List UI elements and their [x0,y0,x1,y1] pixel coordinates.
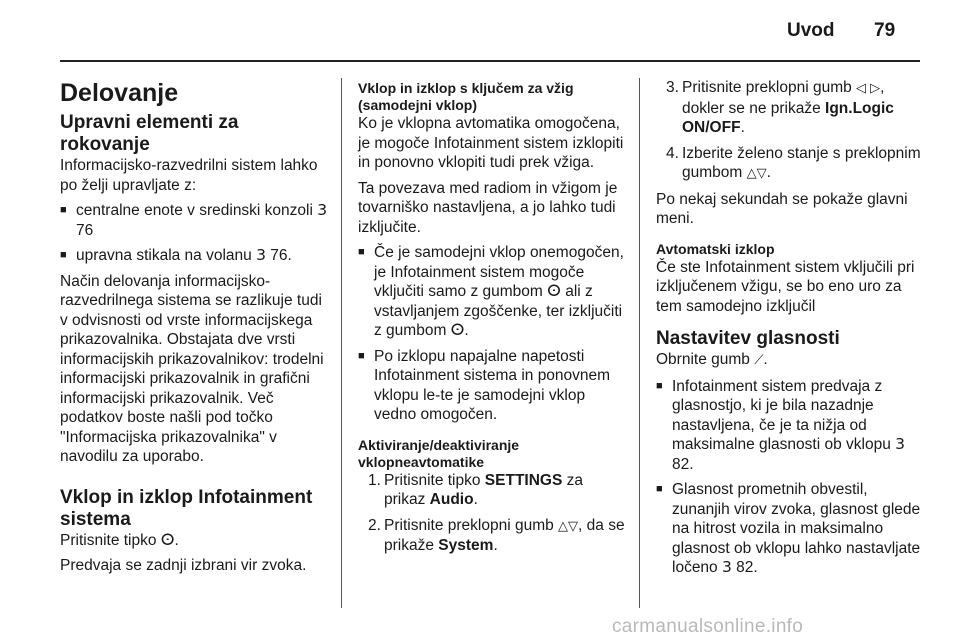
list-item: 4. Izberite želeno stanje s preklopnim gumbom △▽. [666,144,921,181]
toggle-button-symbol-icon: △▽ [746,166,767,181]
list-item: 2. Pritisnite preklopni gumb △▽, da se prikaže System. [368,516,625,554]
paragraph: Predvaja se zadnji izbrani vir zvoka. [60,557,307,574]
ui-label: System [438,537,494,554]
step-number: 3. [666,79,679,96]
subheading-activation: Aktiviranje/deaktiviranje vklopneavtomatike [358,436,520,470]
page-ref-number: 76 [76,221,94,239]
list-item [60,246,328,266]
paragraph: Pritisnite tipko ⵙ. [60,531,179,549]
column-divider [341,78,342,608]
watermark-footer: carmanualsonline.info [612,616,804,637]
bullet-list [656,377,926,578]
page-ref-number: 76. [270,247,292,264]
volume-knob-icon: ⟋ [754,353,764,368]
numbered-list [358,471,626,556]
list-item: 3. Pritisnite preklopni gumb ◁ ▷, dokler se ne prikaže Ign.Logic ON/OFF. [666,79,894,136]
column-right [656,78,926,584]
column-middle [358,80,626,562]
ui-label: Audio [429,491,474,508]
section-title: Delovanje [60,79,179,107]
bullet-list [358,243,626,425]
paragraph: Ko je vklopna avtomatika omogočena, je mogoče Infotainment sistem izklopiti in ponovno vklopiti tudi prek vžiga. [358,115,624,171]
step-number: 1. [368,471,381,489]
list-item: 1. Pritisnite tipko SETTINGS za prikaz Audio. [368,471,583,508]
subsection-title-controls: Upravni elementi za rokovanje [60,112,239,155]
subheading-ignition: Vklop in izklop s ključem za vžig (samodejni vklop) [358,80,574,113]
header-divider [60,60,920,62]
step-number: 2. [368,516,381,534]
page-ref-number: 82. [672,455,694,473]
list-item: ■ Po izklopu napajalne napetosti Infotainment sistema in ponovnem vklopu le-te je samodejni vklop vedno omogočen. [358,347,626,425]
paragraph: Način delovanja informacijsko-razvedrilnega sistema se razlikuje tudi v odvisnosti od vrste informacijskega prikazovalnika. Obstajata dve vrsti informacijskih prikazovalnikov: trodelni informacijski prikazovalnik in grafični informacijski prikazovalnik. Več podatkov boste našli pod točko "Informacijska prikazovalnika" v navodilu za uporabo. [60,272,324,465]
page-ref-icon: 3 [256,246,266,264]
list-item [656,377,926,475]
list-item-text: centralne enote v sredinski konzoli [76,202,318,219]
subsection-title-volume: Nastavitev glasnosti [656,328,840,349]
numbered-list [656,78,926,184]
column-left [60,78,328,582]
paragraph: Ta povezava med radiom in vžigom je tovarniško nastavljena, a jo lahko tudi izključite. [358,179,618,236]
paragraph: Obrnite gumb ⟋. [656,351,768,368]
paragraph: Informacijsko-razvedrilni sistem lahko po želji upravljate z: [60,157,318,194]
subsection-title-power: Vklop in izklop Infotainment sistema [60,486,313,530]
bullet-list [60,201,328,266]
column-divider [639,78,640,608]
page-header [0,0,960,60]
list-item [656,480,926,578]
header-title: Uvod [787,20,835,41]
page-ref-icon: 3 [317,201,328,219]
ui-label: SETTINGS [484,471,563,489]
paragraph: Po nekaj sekundah se pokaže glavni meni. [656,190,908,227]
page-ref-icon: 3 [721,558,732,576]
page-ref-number: 82. [736,559,758,576]
subheading-auto-off: Avtomatski izklop [656,240,775,257]
page-ref-icon: 3 [895,435,906,453]
page-number: 79 [874,20,896,41]
list-item [60,201,328,240]
ui-label: Ign.Logic ON/OFF [682,99,894,136]
list-item-text: upravna stikala na volanu [76,247,257,264]
list-item: ■ Če je samodejni vklop onemogočen, je Infotainment sistem mogoče vključiti samo z gumbom ⵙ ali z vstavljanjem zgoščenke, ter izključiti z gumbom ⵙ. [358,243,626,341]
step-number: 4. [666,144,679,162]
list-item-text: Infotainment sistem predvaja z glasnostjo, ki je bila nazadnje nastavljena, če je ta nižja od maksimalne glasnosti ob vklopu [672,377,896,453]
list-item-text: Glasnost prometnih obvestil, zunanjih virov zvoka, glasnost glede na hitrost vozila in maksimalno glasnost ob vklopu lahko nastavljate ločeno [672,481,921,576]
toggle-button-symbol-icon: ◁ ▷ [856,81,881,96]
paragraph: Če ste Infotainment sistem vključili pri izključenem vžigu, se bo eno uro za tem samodejno izključil [656,258,915,315]
toggle-button-symbol-icon: △▽ [558,518,579,534]
